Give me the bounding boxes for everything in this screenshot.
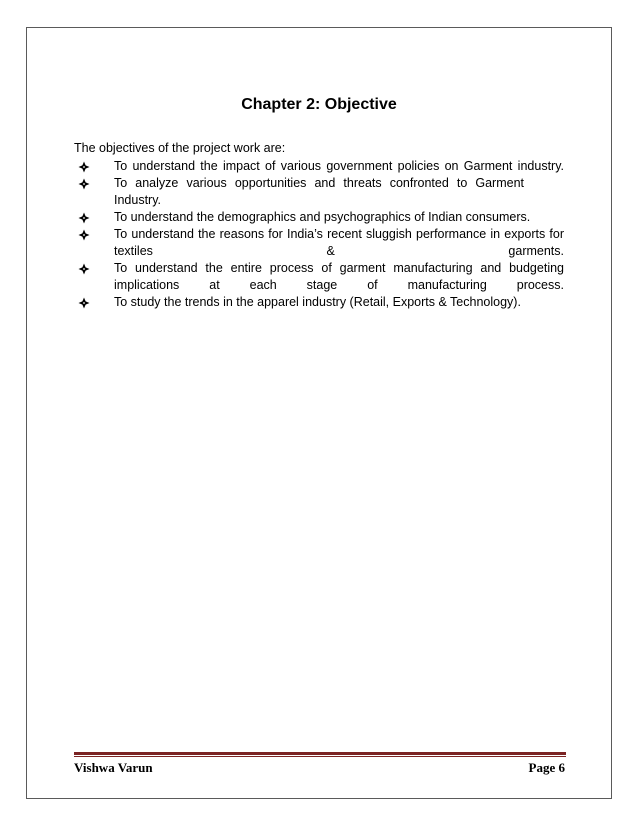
objectives-list xyxy=(78,158,564,311)
diamond-bullet-icon xyxy=(78,229,90,241)
objective-text: To understand the demographics and psychographics of Indian consumers. xyxy=(114,210,531,224)
footer-rule-thick xyxy=(74,752,566,755)
diamond-bullet-icon xyxy=(78,263,90,275)
footer-author: Vishwa Varun xyxy=(74,760,153,775)
diamond-bullet-icon xyxy=(78,161,90,173)
chapter-title: Chapter 2: Objective xyxy=(241,96,397,113)
list-item xyxy=(78,226,564,260)
objective-text: To study the trends in the apparel industry (Retail, Exports & Technology). xyxy=(114,295,521,309)
list-item xyxy=(78,175,564,209)
objective-text: To understand the impact of various government policies on Garment industry. xyxy=(114,159,564,173)
objective-text: To analyze various opportunities and threats confronted to Garment Industry. xyxy=(114,176,524,207)
intro-text: The objectives of the project work are: xyxy=(74,141,286,155)
diamond-bullet-icon xyxy=(78,212,90,224)
list-item xyxy=(78,294,564,311)
objective-text: To understand the entire process of garment manufacturing and budgeting implications at each stage of manufacturing process. xyxy=(114,261,564,292)
footer-rule-thin xyxy=(74,756,566,757)
footer-page-number: Page 6 xyxy=(528,760,565,775)
list-item xyxy=(78,260,564,294)
objective-text: To understand the reasons for India’s recent sluggish performance in exports for textiles & garments. xyxy=(114,227,564,258)
list-item xyxy=(78,158,564,175)
diamond-bullet-icon xyxy=(78,178,90,190)
list-item xyxy=(78,209,564,226)
diamond-bullet-icon xyxy=(78,297,90,309)
